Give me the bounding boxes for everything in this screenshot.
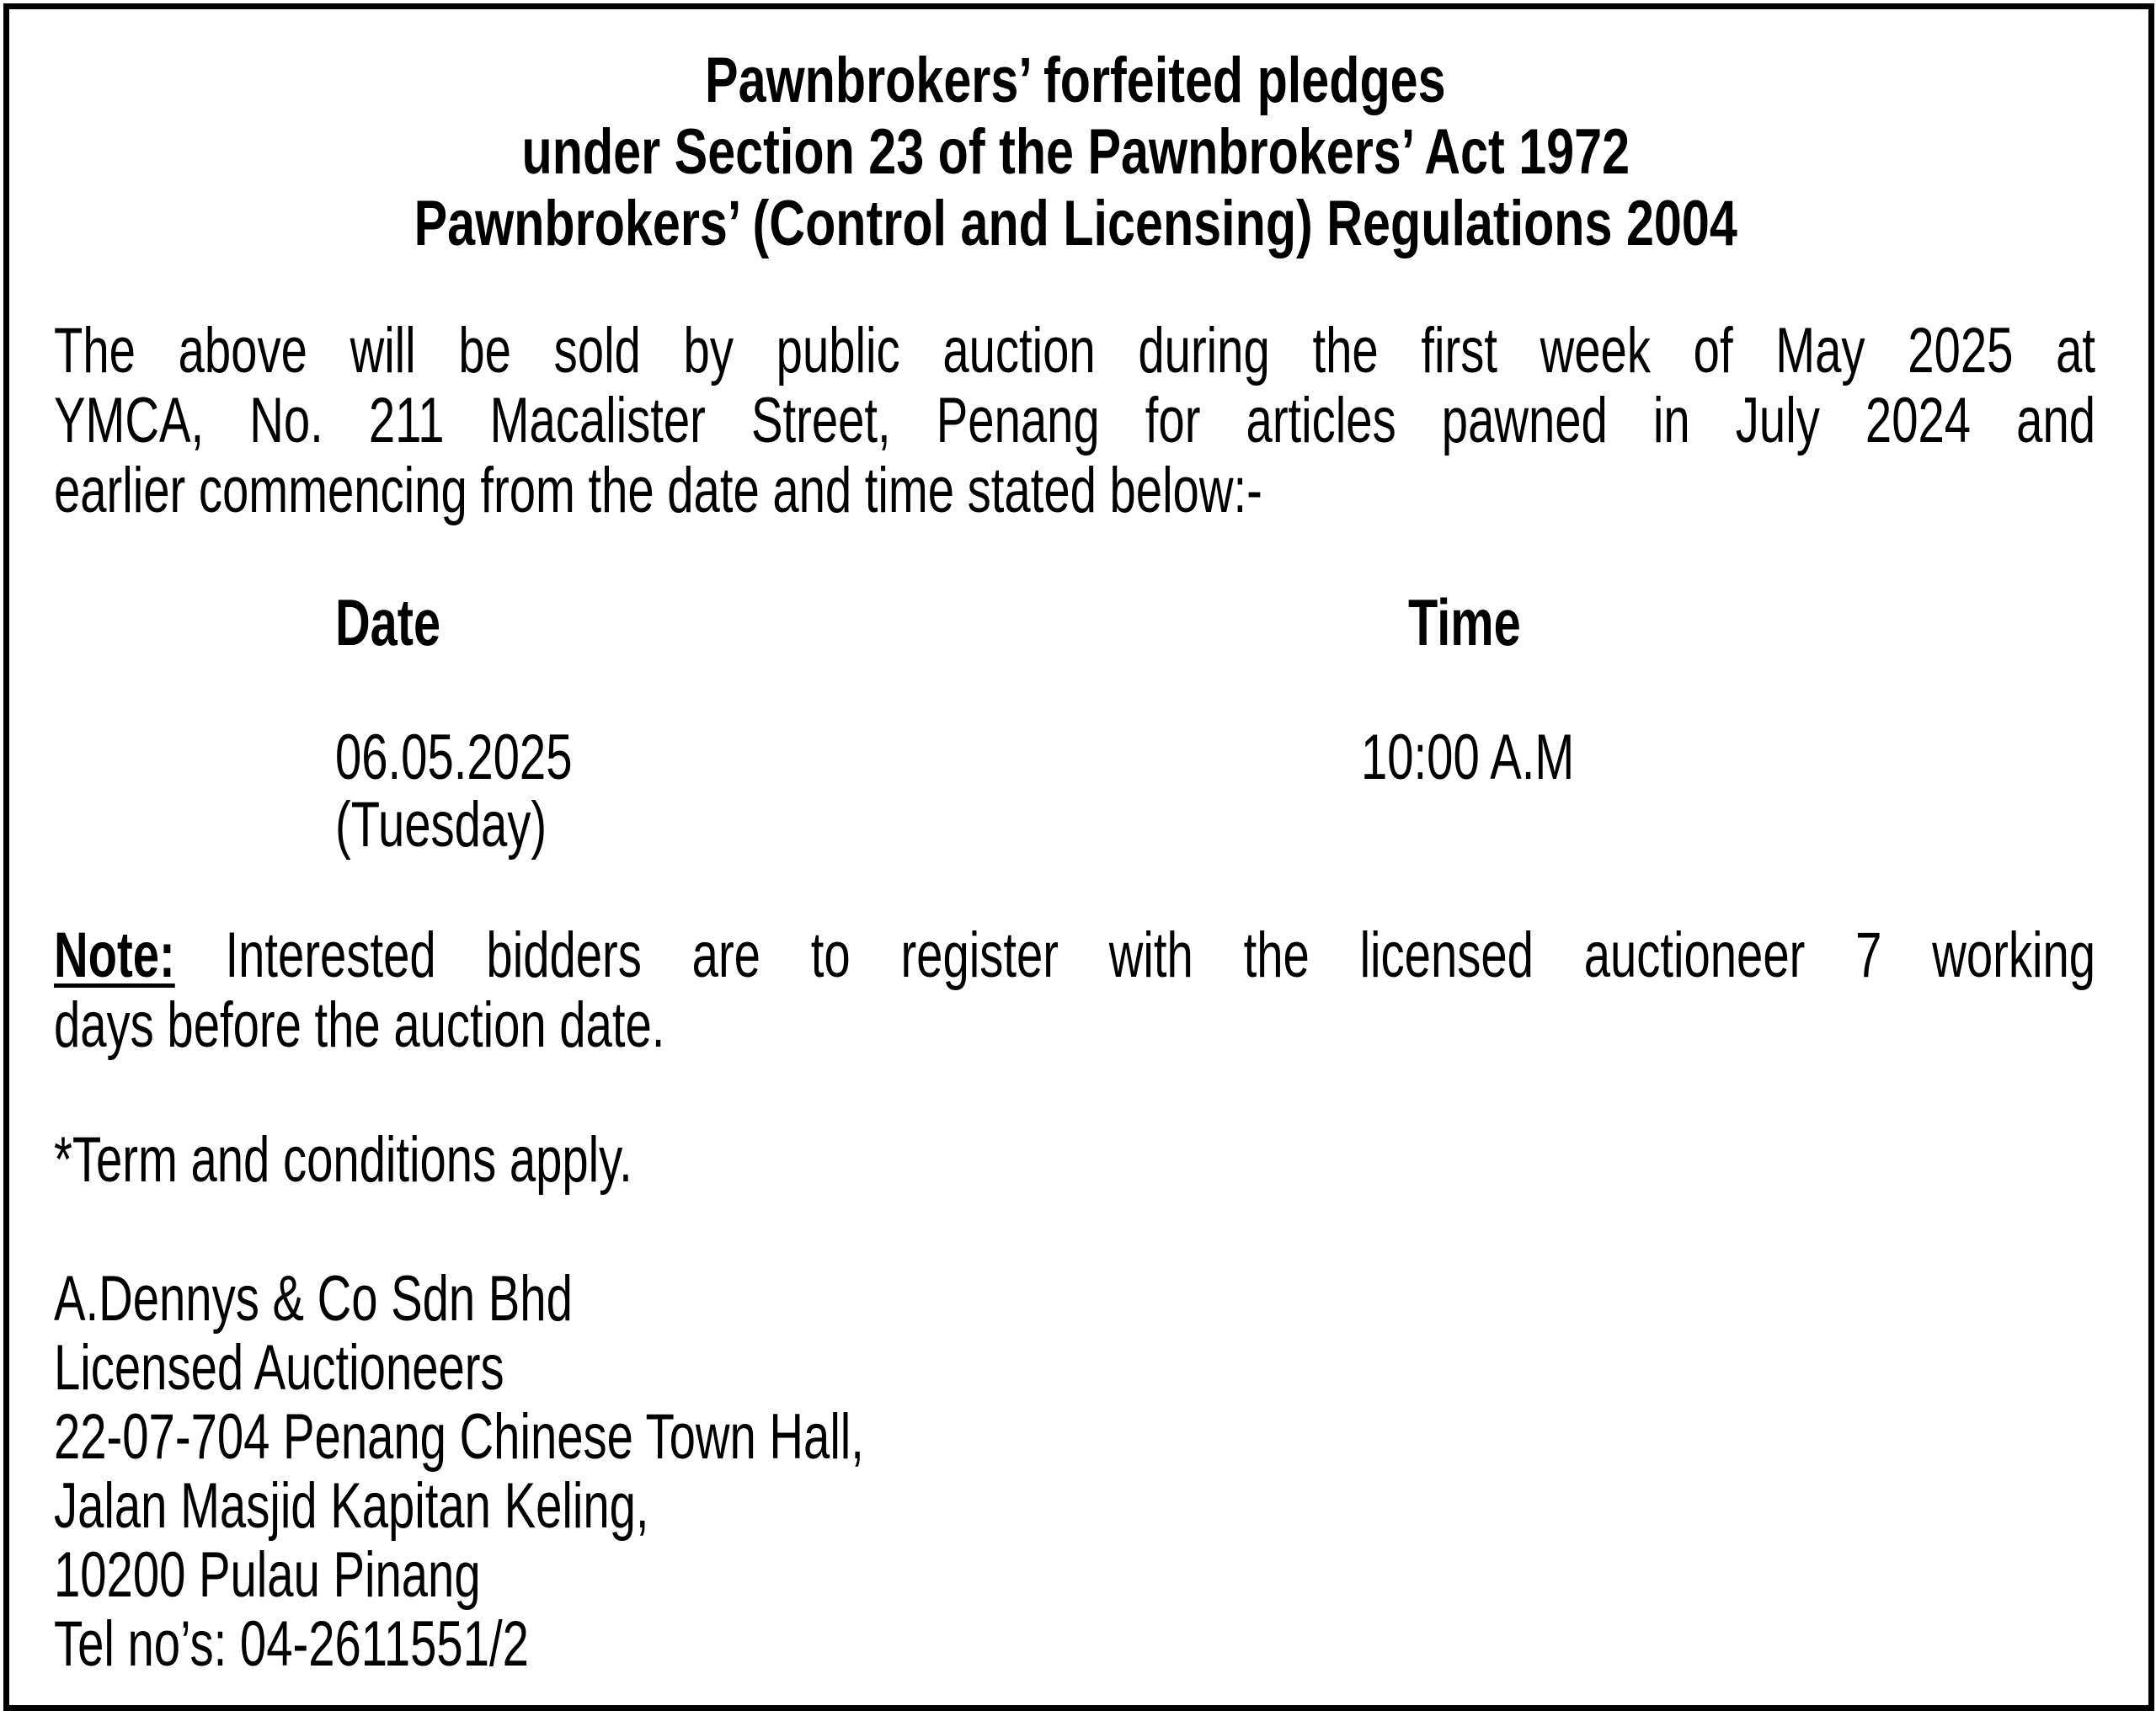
address-line-2 <box>54 1470 858 1542</box>
note-line-2 <box>54 989 2092 1061</box>
heading-text-2: under Section 23 of the Pawnbrokers’ Act 1972 <box>521 116 1630 188</box>
note-body-1: Interested bidders are to register with the licensed auctioneer 7 working <box>174 919 2096 991</box>
terms-line <box>54 1124 835 1196</box>
auctioneer-name-text: A.Dennys & Co Sdn Bhd <box>54 1263 573 1335</box>
terms-text: *Term and conditions apply. <box>54 1124 632 1196</box>
date-header-text: Date <box>335 585 441 659</box>
note-line-1 <box>54 919 2096 991</box>
date-column-header <box>335 585 478 659</box>
note-label: Note: <box>54 919 175 991</box>
auction-date <box>335 722 655 793</box>
auction-day <box>335 789 621 861</box>
intro-text-1: The above will be sold by public auction during the first week of May 2025 at <box>54 315 2095 386</box>
time-column-header <box>1408 585 1561 659</box>
auctioneer-title-text: Licensed Auctioneers <box>54 1332 504 1404</box>
auction-time-text: 10:00 A.M <box>1361 722 1575 793</box>
heading-text-3: Pawnbrokers’ (Control and Licensing) Regulations 2004 <box>414 188 1737 259</box>
address-line-1 <box>54 1401 1149 1473</box>
auction-time <box>1361 722 1649 793</box>
auctioneer-name <box>54 1263 755 1335</box>
note-text-1 <box>54 919 2096 991</box>
auctioneer-title <box>54 1332 662 1404</box>
note-text-2: days before the auction date. <box>54 989 665 1061</box>
intro-line-3 <box>54 455 2092 526</box>
intro-line-1 <box>54 315 2095 386</box>
phone-line <box>54 1608 696 1680</box>
notice-heading-line-2 <box>0 116 2151 188</box>
auction-date-text: 06.05.2025 <box>335 722 573 793</box>
address-line-3 <box>54 1539 631 1611</box>
intro-line-2 <box>54 385 2095 456</box>
time-header-text: Time <box>1408 585 1521 659</box>
intro-text-3: earlier commencing from the date and time stated below:- <box>54 455 1262 526</box>
address-text-3: 10200 Pulau Pinang <box>54 1539 481 1611</box>
address-text-2: Jalan Masjid Kapitan Keling, <box>54 1470 649 1542</box>
address-text-1: 22-07-704 Penang Chinese Town Hall, <box>54 1401 864 1473</box>
phone-text: Tel no’s: 04-2611551/2 <box>54 1608 529 1680</box>
notice-heading-line-1 <box>0 45 2151 116</box>
notice-heading-line-3 <box>0 188 2151 259</box>
auction-day-text: (Tuesday) <box>335 789 547 861</box>
heading-text-1: Pawnbrokers’ forfeited pledges <box>705 45 1446 116</box>
intro-text-2: YMCA, No. 211 Macalister Street, Penang for articles pawned in July 2024 and <box>54 385 2095 456</box>
